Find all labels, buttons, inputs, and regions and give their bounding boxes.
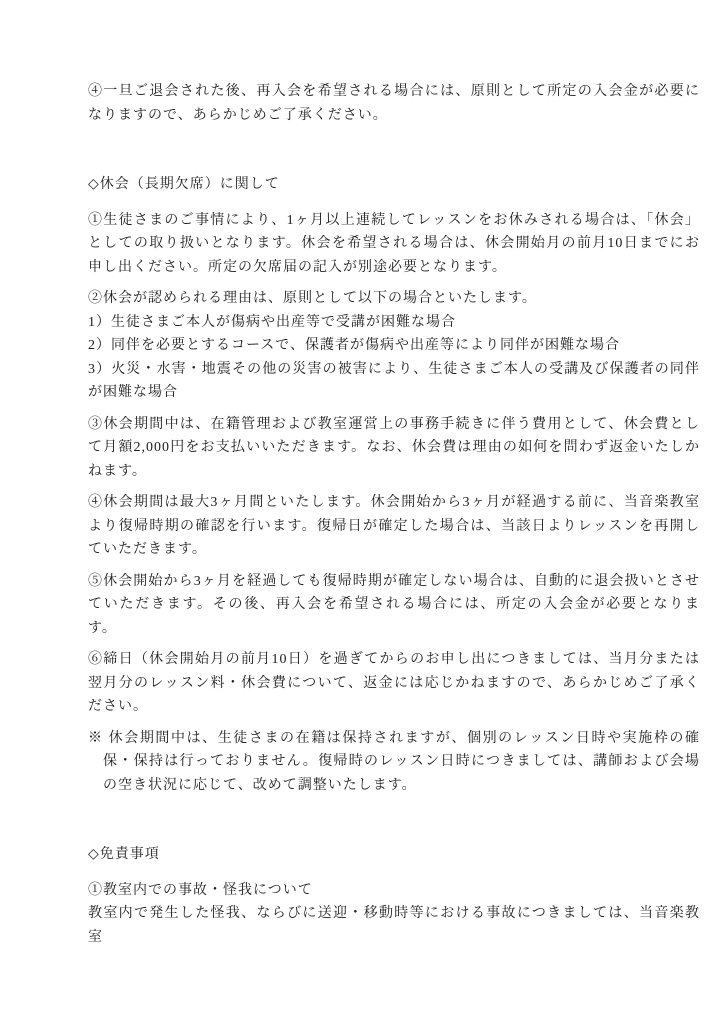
note-kyukai-remark: ※ 休会期間中は、生徒さまの在籍は保持されますが、個別のレッスン日時や実施枠の確保・保持は行っておりません。復帰時のレッスン日時につきましては、講師および会場の空き状況に応じて、改めて調整いたします。 [88, 730, 700, 793]
kyukai-reason-item-3: 3）火災・水害・地震その他の災害の被害により、生徒さまご本人の受講及び保護者の同伴が困難な場合 [88, 361, 700, 400]
section-heading-disclaimer: ◇免責事項 [88, 847, 160, 862]
paragraph-kyukai-5: ⑤休会開始から3ヶ月を経過しても復帰時期が確定しない場合は、自動的に退会扱いとさせていただきます。その後、再入会を希望される場合には、所定の入会金が必要となります。 [88, 573, 700, 636]
paragraph-kyukai-2-intro: ②休会が認められる理由は、原則として以下の場合といたします。 [88, 291, 537, 306]
paragraph-readmission-fee: ④一旦ご退会された後、再入会を希望される場合には、原則として所定の入会金が必要になりますので、あらかじめご了承ください。 [88, 84, 700, 123]
disclaimer-1-body: 教室内で発生した怪我、ならびに送迎・移動時等における事故につきましては、当音楽教室 [88, 906, 700, 945]
paragraph-disclaimer-1 [88, 879, 700, 950]
disclaimer-1-title: ①教室内での事故・怪我について [88, 882, 313, 898]
section-heading-kyukai: ◇休会（長期欠席）に関して [88, 177, 280, 192]
kyukai-reason-item-2: 2）同伴を必要とするコースで、保護者が傷病や出産等により同伴が困難な場合 [88, 338, 621, 353]
paragraph-kyukai-4: ④休会期間は最大3ヶ月間といたします。休会開始から3ヶ月が経過する前に、当音楽教室より復帰時期の確認を行います。復帰日が確定した場合は、当該日よりレッスンを再開していただきます。 [88, 495, 700, 557]
paragraph-kyukai-3: ③休会期間中は、在籍管理および教室運営上の事務手続きに伴う費用として、休会費として月額2,000円をお支払いいただきます。なお、休会費は理由の如何を問わず返金いたしかねます。 [88, 416, 700, 479]
paragraph-kyukai-1: ①生徒さまのご事情により、1ヶ月以上連続してレッスンをお休みされる場合は、「休会」としての取り扱いとなります。休会を希望される場合は、休会開始月の前月10日までにお申し出ください。所定の欠席届の記入が別途必要となります。 [88, 212, 700, 275]
paragraph-kyukai-2 [88, 287, 700, 405]
kyukai-reason-item-1: 1）生徒さまご本人が傷病や出産等で受講が困難な場合 [88, 314, 456, 330]
paragraph-kyukai-6: ⑥締日（休会開始月の前月10日）を過ぎてからのお申し出につきましては、当月分または翌月分のレッスン料・休会費について、返金には応じかねますので、あらかじめご了承ください。 [88, 652, 700, 714]
